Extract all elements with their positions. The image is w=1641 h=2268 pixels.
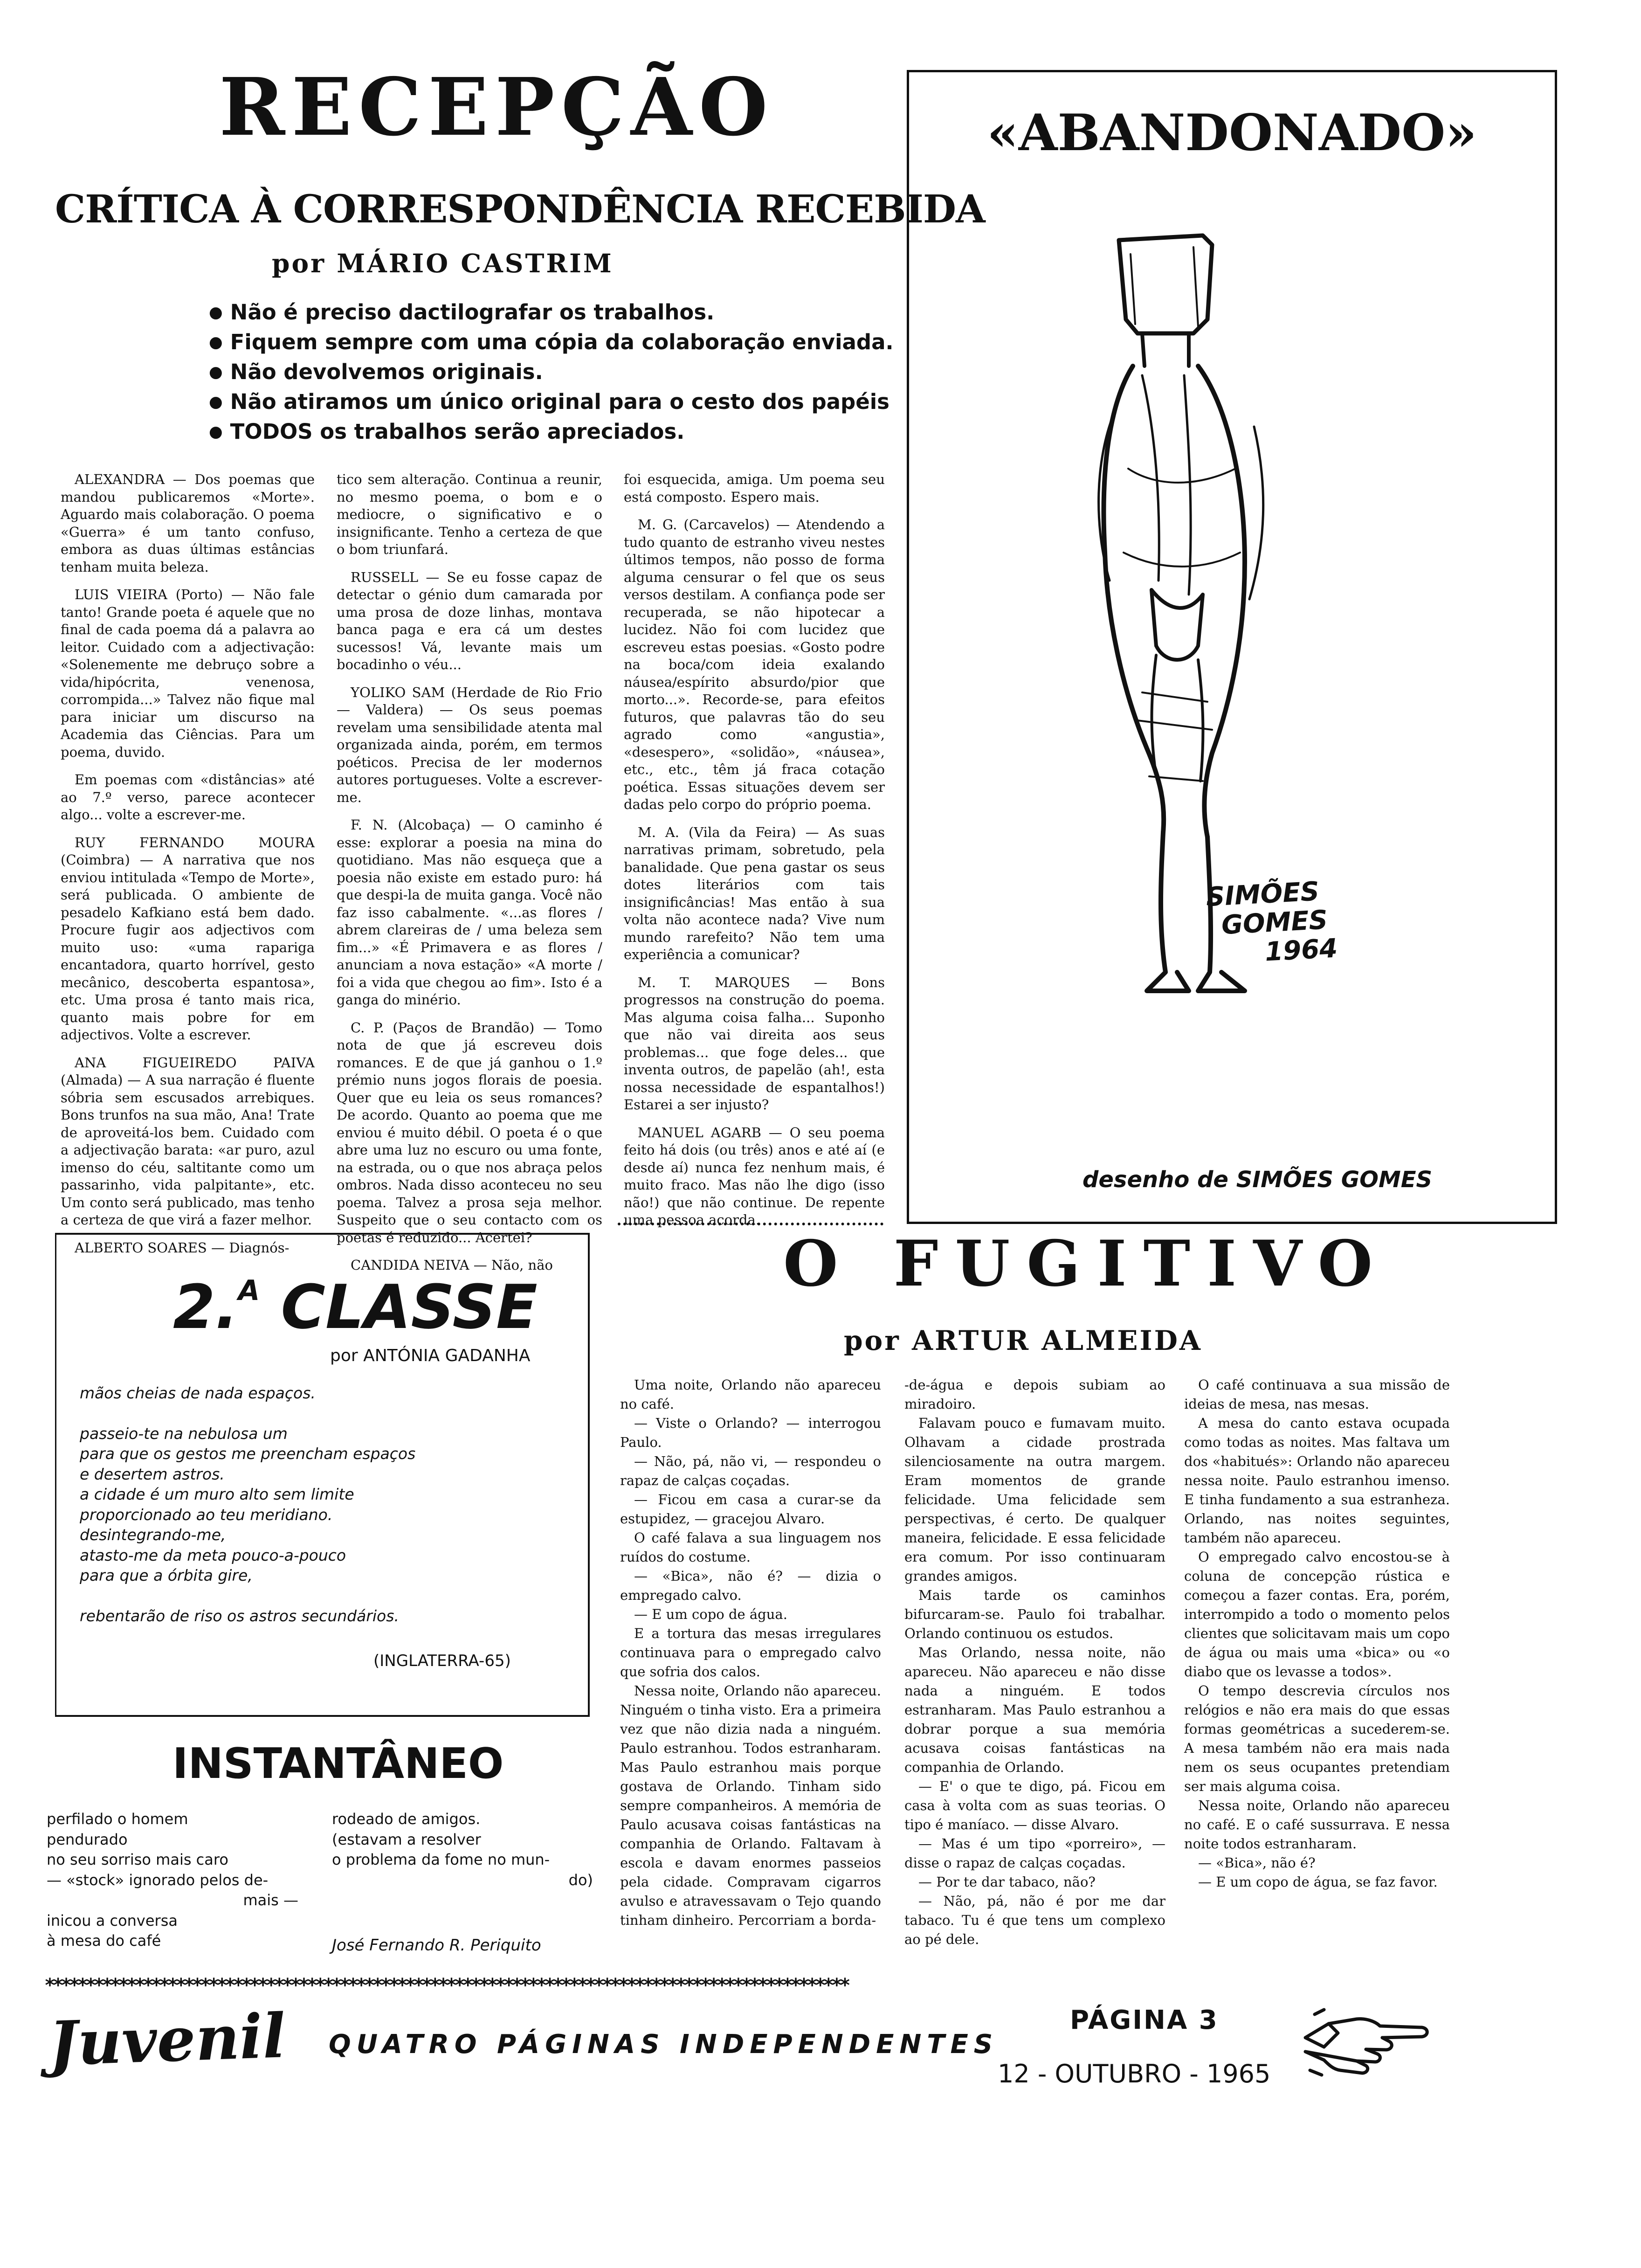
footer-brand: Juvenil [48,2000,287,2080]
poem-line: rodeado de amigos. [332,1810,481,1828]
footer-date: 12 - OUTUBRO - 1965 [998,2059,1271,2088]
poem-line: pendurado [47,1830,128,1848]
letter-reply: MANUEL AGARB — O seu poema feito há dois (ou três) anos e até aí (e desde aí) nunca fez nenhum mais, é muito fraco. Mas não lhe digo (isso não!) que não continue. De repente uma pessoa acorda. [624,1124,885,1228]
story-paragraph: — Ficou em casa a curar-se da estupidez, — gracejou Alvaro. [620,1492,881,1527]
story-paragraph: — «Bica», não é? — dizia o empregado calvo. [620,1568,881,1603]
letter-reply: M. A. (Vila da Feira) — As suas narrativas primam, sobretudo, pela banalidade. Que pena gastar os seus dotes literários com tais insignificâncias! Mas então à sua volta não acontece nada? Vive num mundo rarefeito? Não tem uma experiência a comunicar? [624,824,885,962]
recepcao-byline: por MÁRIO CASTRIM [272,248,614,278]
letter-reply: M. G. (Carcavelos) — Atendendo a tudo quanto de estranho viveu nestes últimos tempos, não posso de forma alguma censurar o fel que os seus versos destilam. A confiança pode ser recuperada, se não hipotecar a lucidez. Não foi com lucidez que escreveu estas poesias. «Gosto podre na boca/com ideia exalando náusea/espírito absurdo/pior que morto...». Recorde-se, para efeitos futuros, que palavras tão do seu agrado como «angustia», «desespero», «solidão», «náusea», etc., etc., têm já fraca cotação poética. Essas situações devem ser dadas pelo corpo do próprio poema. [624,517,885,812]
poem-line: desintegrando-me, [80,1526,226,1544]
story-paragraph: — E um copo de água. [634,1606,787,1622]
letter-reply: M. T. MARQUES — Bons progressos na construção do poema. Mas alguma coisa falha... Suponho que não vai direita aos seus problemas... que foge deles... que inventa outros, de papelão (ah!, esta nossa necessidade de espantalhos!) Estarei a ser injusto? [624,974,885,1113]
poem-line: proporcionado ao teu meridiano. [80,1505,333,1524]
poem-line: à mesa do café [47,1932,161,1950]
recepcao-title: RECEPÇÃO [219,61,774,154]
poem-line: e desertem astros. [80,1465,225,1483]
story-paragraph: O empregado calvo encostou-se à coluna de concepção rústica e começou a fazer contas. Era, porém, interrompido a todo o momento pelos clientes que solicitavam mais um copo de água ou mais uma «bica» ou «o diabo que os levasse a todos». [1184,1549,1450,1680]
signature-year: 1964 [1264,933,1338,968]
poem-stanza [80,1383,569,1404]
story-paragraph: O tempo descrevia círculos nos relógios e não era mais do que essas formas geométricas a sucederem-se. A mesa também não era mais nada nem os seus ocupantes pretendiam ser mais alguma coisa. [1184,1683,1450,1794]
letter-reply: ALBERTO SOARES — Diagnós- [75,1239,290,1256]
instantaneo-author: José Fernando R. Periquito [332,1936,541,1955]
poem-line: a cidade é um muro alto sem limite [80,1485,354,1503]
footer-tagline: QUATRO PÁGINAS INDEPENDENTES [329,2029,999,2060]
story-paragraph: Mais tarde os caminhos bifurcaram-se. Paulo foi trabalhar. Orlando continuou os estudos. [904,1587,1165,1641]
story-paragraph: -de-água e depois subiam ao miradoiro. [904,1377,1165,1412]
letter-reply: ANA FIGUEIREDO PAIVA (Almada) — A sua narração é fluente sóbria sem escusados arrebiques. Bons trunfos na sua mão, Ana! Trate de aproveitá-los bem. Cuidado com a adjectivação barata: «ar puro, azul imenso do céu, saltitante como um passarinho, vida palpitante», etc. Um conto será publicado, mas tenho a certeza de que virá a fazer melhor. [61,1054,315,1228]
rule-item: ● Não é preciso dactilografar os trabalhos. [209,298,899,328]
recepcao-column-3 [624,471,885,1228]
instantaneo-left-column [47,1809,308,1951]
classe-box [55,1233,590,1717]
signature-line: GOMES [1220,905,1329,941]
letter-reply: CANDIDA NEIVA — Não, não [351,1257,553,1273]
letter-reply: C. P. (Paços de Brandão) — Tomo nota de que já escreveu dois romances. E de que já ganhou o 1.º prémio nuns jogos florais de poesia. Quer que eu leia os seus romances? De acordo. Quanto ao poema que me enviou é muito débil. O poeta é o que abre uma luz no escuro ou uma fonte, na estrada, ou o que nos abraça pelos ombros. Nada disso aconteceu no seu poema. Talvez a prosa seja melhor. Suspeito que o seu contacto com os poetas é reduzido... Acertei? [337,1019,602,1245]
classe-poem [80,1383,569,1635]
story-paragraph: O café continuava a sua missão de ideias de mesa, nas mesas. [1184,1377,1450,1412]
story-paragraph: — Por te dar tabaco, não? [918,1874,1096,1890]
letter-reply: YOLIKO SAM (Herdade de Rio Frio — Valdera) — Os seus poemas revelam uma sensibilidade atenta mal organizada ainda, porém, em termos poéticos. Precisa de ler modernos autores portugueses. Volte a escrever-me. [337,684,602,805]
story-paragraph: — Mas é um tipo «porreiro», — disse o rapaz de calças coçadas. [904,1836,1165,1871]
letter-reply: tico sem alteração. Continua a reunir, no mesmo poema, o bom e o mediocre, o significativo e o insignificante. Tenho a certeza de que o bom triunfará. [337,471,602,557]
recepcao-rules-list [209,298,899,448]
story-paragraph: O café falava a sua linguagem nos ruídos do costume. [620,1530,881,1565]
pointing-hand-icon [1296,2005,1436,2084]
fugitivo-rule [618,1223,883,1225]
letter-reply: foi esquecida, amiga. Um poema seu está composto. Espero mais. [624,471,885,505]
letter-reply: Em poemas com «distâncias» até ao 7.º verso, parece acontecer algo... volte a escrever-me. [61,772,315,823]
letter-reply: RUSSELL — Se eu fosse capaz de detectar o génio dum camarada por uma prosa de doze linhas, montava banca paga e era cá um destes sucessos! Vá, levante mais um bocadinho o véu... [337,569,602,672]
instantaneo-right-column [332,1809,593,1890]
poem-line: inicou a conversa [47,1911,178,1929]
poem-origin: (INGLATERRA-65) [373,1652,511,1670]
poem-line: atasto-me da meta pouco-a-pouco [80,1546,346,1564]
fugitivo-byline: por ARTUR ALMEIDA [844,1325,1202,1356]
poem-line: para que a órbita gire, [80,1566,253,1584]
classe-title-superscript: A [238,1274,260,1307]
classe-byline: por ANTÓNIA GADANHA [330,1346,531,1365]
story-paragraph: — Não, pá, não vi, — respondeu o rapaz de calças coçadas. [620,1453,881,1488]
signature-line: SIMÕES [1205,876,1320,913]
classe-title-word: CLASSE [260,1272,538,1342]
poem-line: o problema da fome no mun- [332,1851,550,1868]
artist-signature [1186,874,1386,971]
poem-stanza [80,1424,569,1586]
recepcao-column-2 [337,471,602,1273]
recepcao-column-1 [61,471,315,1256]
story-paragraph: — Não, pá, não é por me dar tabaco. Tu é que tens um complexo ao pé dele. [904,1893,1165,1947]
poem-line: — «stock» ignorado pelos de- [47,1871,269,1889]
classe-title-number: 2. [173,1272,238,1342]
story-paragraph: — E' o que te digo, pá. Ficou em casa à volta com as suas teorias. O tipo é maníaco. — disse Alvaro. [904,1778,1165,1832]
instantaneo-title: INSTANTÂNEO [172,1739,504,1788]
poem-line: mais — [243,1891,298,1909]
letter-reply: F. N. (Alcobaça) — O caminho é esse: explorar a poesia na mina do quotidiano. Mas não esqueça que a poesia não existe em estado puro: há que despi-la de muita ganga. Você não faz isso cabalmente. «...as flores / abrem clareiras de / uma beleza sem fim...» «É Primavera e as flores / anunciam a nova estação» «A morte / foi a vida que chegou ao fim». Isto é a ganga do minério. [337,817,602,1008]
rule-item: ● Não devolvemos originais. [209,358,899,388]
abandonado-box [907,70,1557,1224]
rule-item: ● Não atiramos um único original para o cesto dos papéis [209,388,899,418]
poem-line: passeio-te na nebulosa um [80,1424,288,1443]
drawing-caption: desenho de SIMÕES GOMES [1083,1167,1433,1193]
poem-line: (estavam a resolver [332,1830,481,1848]
rule-item: ● TODOS os trabalhos serão apreciados. [209,418,899,448]
fugitivo-title: O FUGITIVO [783,1226,1390,1300]
poem-line: rebentarão de riso os astros secundários. [80,1606,399,1625]
footer-star-rule: ************************************************************************************************** [44,1975,848,1996]
story-paragraph: Nessa noite, Orlando não apareceu no café. E o café sussurrava. E nessa noite todos estranharam. [1184,1798,1450,1852]
story-paragraph: Mas Orlando, nessa noite, não apareceu. Não apareceu e não disse nada a ninguém. E todos estranharam. Mas Paulo estranhou a dobrar porque a sua memória acusava coisas fantásticas na companhia de Orlando. [904,1645,1165,1775]
poem-line: mãos cheias de nada espaços. [80,1384,316,1402]
poem-line: perfilado o homem [47,1810,188,1828]
story-paragraph: E a tortura das mesas irregulares continuava para o empregado calvo que sofria dos calos. [620,1625,881,1680]
fugitivo-column-3 [1184,1376,1450,1968]
story-paragraph: Nessa noite, Orlando não apareceu. Ninguém o tinha visto. Era a primeira vez que não dizia nada a ninguém. Paulo estranhou. Todos estranharam. Mas Paulo estranhou mais porque gostava de Orlando. Tinham sido sempre companheiros. A memória de Paulo acusava coisas fantásticas na companhia de Orlando. Faltavam à escola e davam enormes passeios pela cidade. Compravam cigarros avulso e atravessavam o Tejo quando tinham dinheiro. Percorriam a borda- [620,1683,881,1928]
rule-item: ● Fiquem sempre com uma cópia da colaboração enviada. [209,328,899,358]
letter-reply: RUY FERNANDO MOURA (Coimbra) — A narrativa que nos enviou intitulada «Tempo de Morte», será publicada. O ambiente de pesadelo Kafkiano está bem dado. Procure fugir aos adjectivos com muito uso: «uma rapariga encantadora, quarto horrível, gesto mecânico, descoberta espantosa», etc. Uma prosa é tanto mais rica, quanto mais pobre for em adjectivos. Volte a escrever. [61,834,315,1043]
recepcao-subtitle: CRÍTICA À CORRESPONDÊNCIA RECEBIDA [55,187,985,232]
footer-page-number: PÁGINA 3 [1070,2005,1219,2035]
story-paragraph: A mesa do canto estava ocupada como todas as noites. Mas faltava um dos «habitués»: Orlando não apareceu nessa noite. Paulo estranhou imenso. E tinha fundamento a sua estranheza. Orlando, nas noites seguintes, também não apareceu. [1184,1415,1450,1546]
story-paragraph: — E um copo de água, se faz favor. [1198,1874,1438,1890]
story-paragraph: — Viste o Orlando? — interrogou Paulo. [620,1415,881,1450]
poem-line: no seu sorriso mais caro [47,1851,228,1868]
letter-reply: LUIS VIEIRA (Porto) — Não fale tanto! Grande poeta é aquele que no final de cada poema dá a palavra ao leitor. Cuidado com a adjectivação: «Solenemente me debruço sobre a vida/hipócrita, venenosa, corrompida...» Talvez não fique mal para iniciar um discurso na Academia das Ciências. Para um poema, duvido. [61,587,315,760]
letter-reply: ALEXANDRA — Dos poemas que mandou publicaremos «Morte». Aguardo mais colaboração. O poema «Guerra» é um tanto confuso, embora as duas últimas estâncias tenham muita beleza. [61,471,315,575]
story-paragraph: — «Bica», não é? [1198,1855,1316,1871]
story-paragraph: Falavam pouco e fumavam muito. Olhavam a cidade prostrada silenciosamente na outra margem. Eram momentos de grande felicidade. Uma felicidade sem perspectivas, é certo. De qualquer maneira, felicidade. E essa felicidade era comum. Por isso continuaram grandes amigos. [904,1415,1165,1584]
story-paragraph: Uma noite, Orlando não apareceu no café. [620,1377,881,1412]
abandonado-title: «ABANDONADO» [987,104,1477,162]
poem-stanza [80,1606,569,1626]
fugitivo-column-2 [904,1376,1165,1968]
poem-line: do) [568,1871,593,1889]
fugitivo-column-1 [620,1376,881,1968]
classe-title [173,1256,538,1342]
poem-line: para que os gestos me preencham espaços [80,1445,416,1463]
